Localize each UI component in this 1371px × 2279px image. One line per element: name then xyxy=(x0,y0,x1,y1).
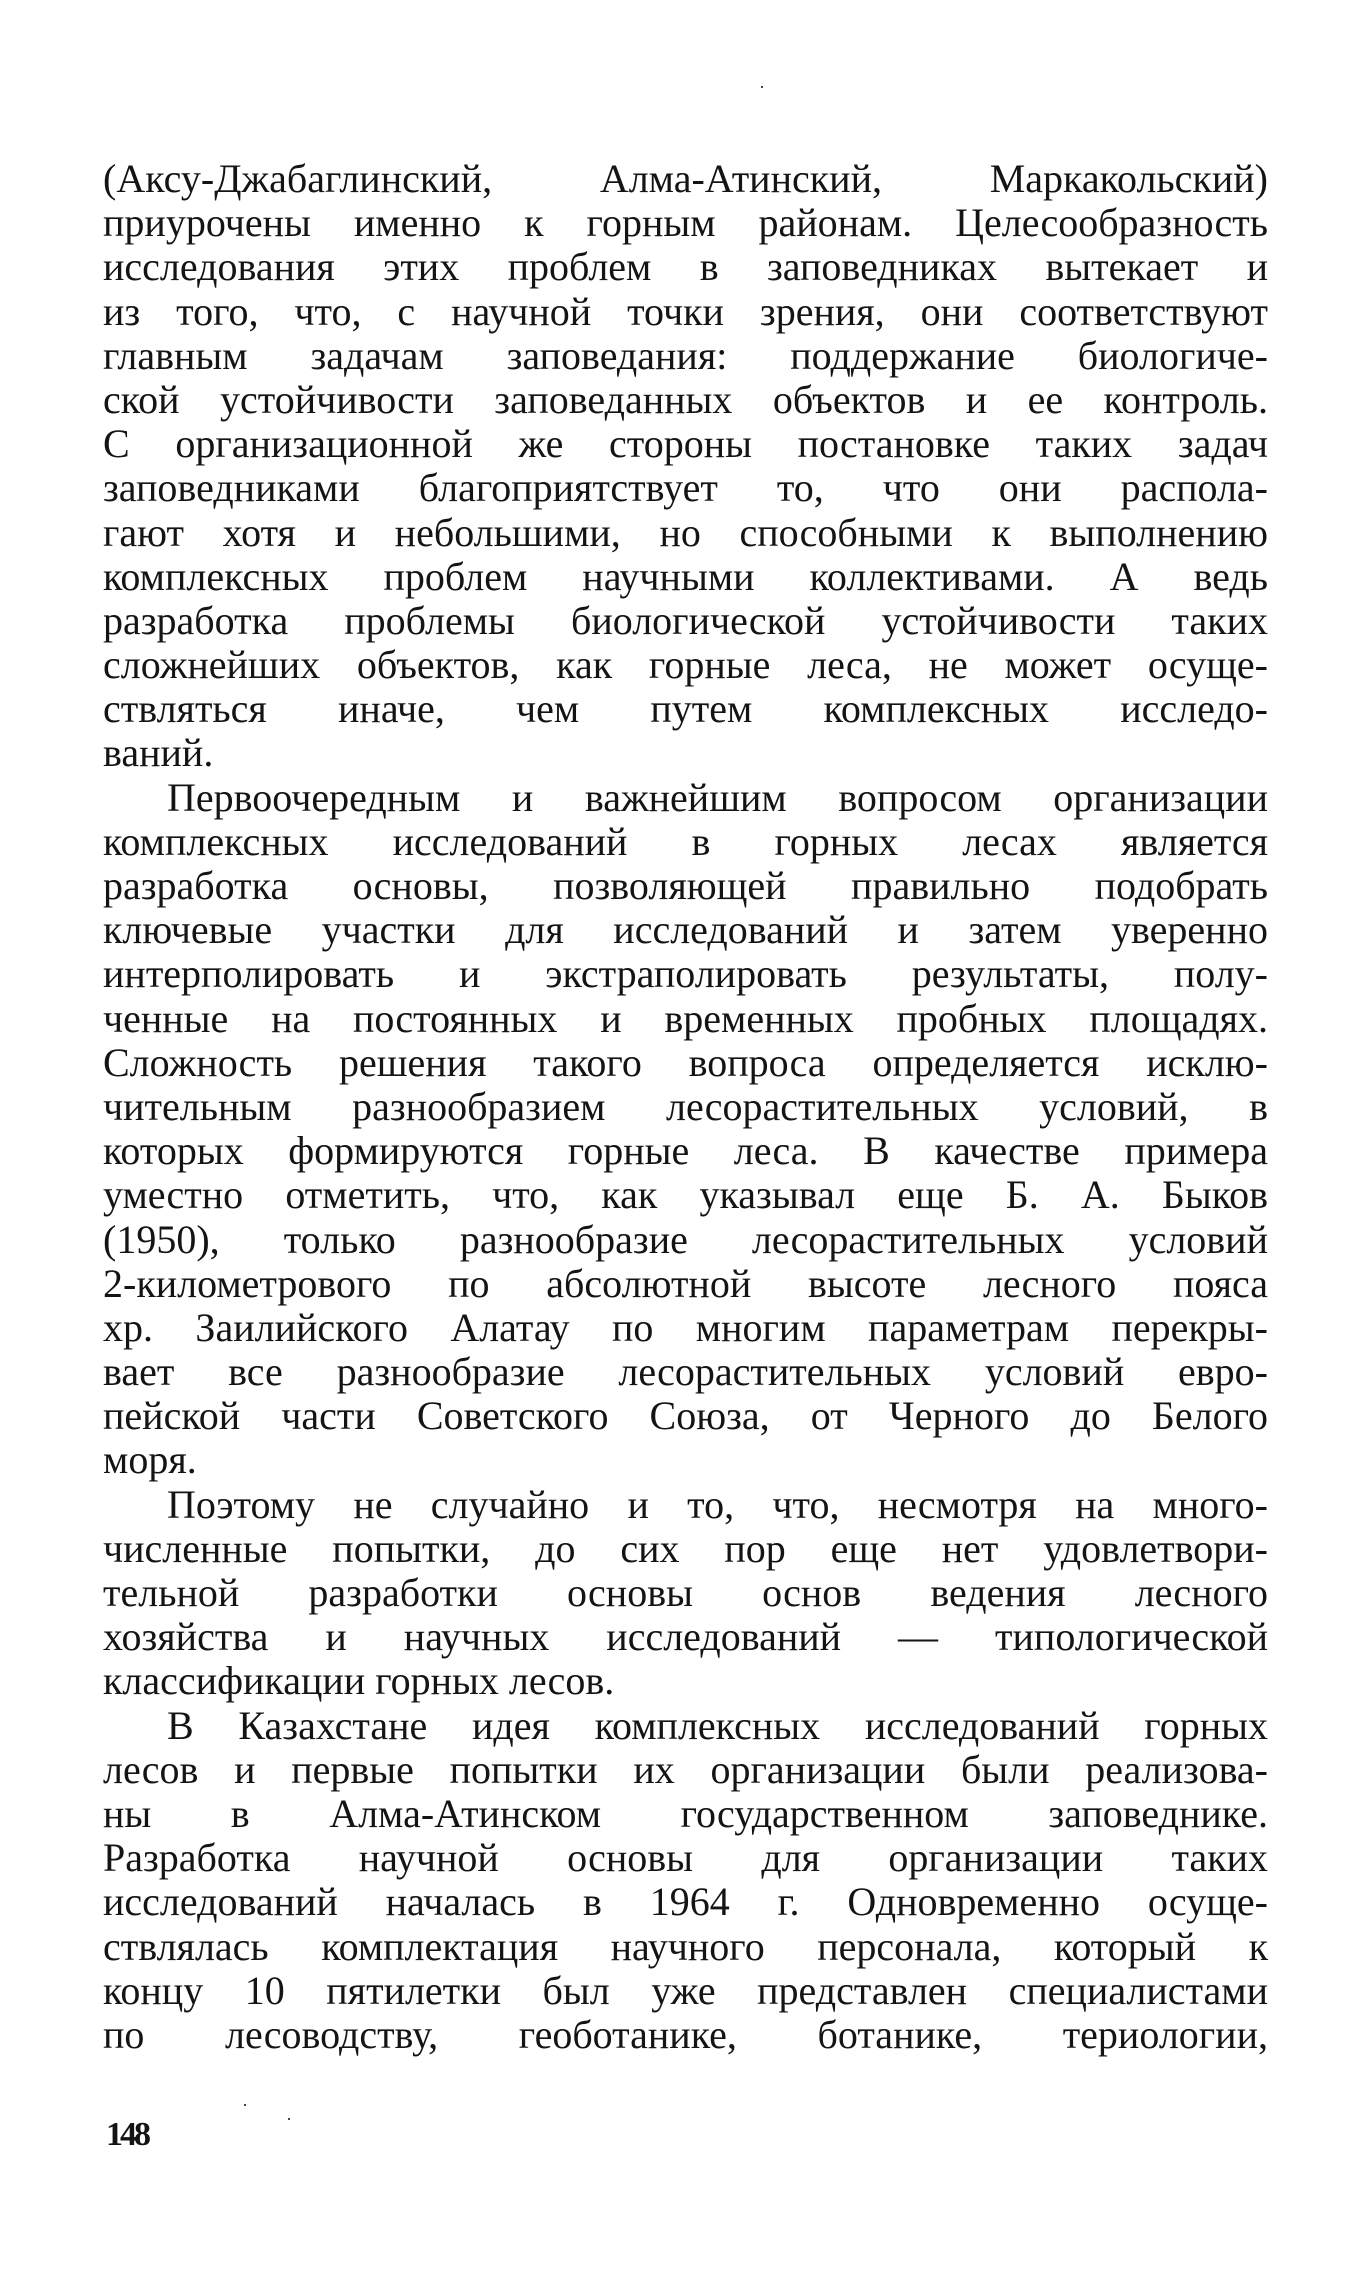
text-line: тельной разработки основы основ ведения лесного xyxy=(103,1570,1268,1615)
text-line: комплексных проблем научными коллективами. А ведь xyxy=(103,553,1268,599)
text-line: разработка основы, позволяющей правильно подобрать xyxy=(103,863,1268,908)
text-line: ской устойчивости заповеданных объектов и ее контроль. xyxy=(103,376,1268,422)
text-line: С организационной же стороны постановке таких задач xyxy=(103,421,1268,467)
paragraph xyxy=(103,1704,1268,2058)
text-line: ченные на постоянных и временных пробных площадях. xyxy=(103,995,1268,1041)
text-line: главным задачам заповедания: поддержание биологиче- xyxy=(103,332,1268,378)
text-line: (Аксу-Джабаглинский, Алма-Атинский, Маркакольский) xyxy=(103,156,1268,201)
text-line: 2-километрового по абсолютной высоте лесного пояса xyxy=(103,1260,1268,1306)
scan-speck xyxy=(288,2118,290,2120)
text-line: численные попытки, до сих пор еще нет удовлетвори- xyxy=(103,1525,1268,1571)
text-line: Поэтому не случайно и то, что, несмотря на много- xyxy=(167,1481,1268,1527)
text-line: моря. xyxy=(103,1437,197,1483)
text-line: ваний. xyxy=(103,730,214,776)
text-line: пейской части Советского Союза, от Черного до Белого xyxy=(103,1393,1268,1439)
text-line: ны в Алма-Атинском государственном заповеднике. xyxy=(103,1790,1268,1836)
text-line: ствляться иначе, чем путем комплексных исследо- xyxy=(103,686,1268,732)
text-line: лесов и первые попытки их организации были реализова- xyxy=(103,1746,1268,1792)
text-line: хр. Заилийского Алатау по многим параметрам перекры- xyxy=(103,1304,1268,1350)
text-line: по лесоводству, геоботанике, ботанике, териологии, xyxy=(103,2011,1268,2057)
text-line: вает все разнообразие лесорастительных условий евро- xyxy=(103,1349,1268,1395)
text-line: уместно отметить, что, как указывал еще Б. А. Быков xyxy=(103,1172,1268,1218)
paragraph xyxy=(103,157,1268,776)
text-line: из того, что, с научной точки зрения, они соответствуют xyxy=(103,288,1268,334)
text-line: заповедниками благоприятствует то, что они распола- xyxy=(103,465,1268,511)
text-line: В Казахстане идея комплексных исследований горных xyxy=(167,1702,1268,1748)
text-line: ствлялась комплектация научного персонала, который к xyxy=(103,1923,1268,1969)
text-line: интерполировать и экстраполировать результаты, полу- xyxy=(103,951,1268,997)
text-line: (1950), только разнообразие лесорастительных условий xyxy=(103,1216,1268,1262)
text-line: ключевые участки для исследований и затем уверенно xyxy=(103,907,1268,953)
page-number: 148 xyxy=(106,2116,148,2153)
text-line: исследования этих проблем в заповедниках вытекает и xyxy=(103,244,1268,290)
paragraph xyxy=(103,776,1268,1483)
text-line: приурочены именно к горным районам. Целесообразность xyxy=(103,200,1268,246)
text-line: разработка проблемы биологической устойчивости таких xyxy=(103,597,1268,643)
text-line: чительным разнообразием лесорастительных условий, в xyxy=(103,1083,1268,1129)
scan-speck xyxy=(244,2104,246,2106)
text-line: Первоочередным и важнейшим вопросом организации xyxy=(167,774,1268,820)
text-line: гают хотя и небольшими, но способными к выполнению xyxy=(103,509,1268,555)
text-line: комплексных исследований в горных лесах является xyxy=(103,818,1268,864)
text-line: хозяйства и научных исследований — типологической xyxy=(103,1614,1268,1660)
text-line: сложнейших объектов, как горные леса, не может осуще- xyxy=(103,642,1268,688)
text-line: исследований началась в 1964 г. Одновременно осуще- xyxy=(103,1879,1268,1925)
text-line: которых формируются горные леса. В качестве примера xyxy=(103,1128,1268,1174)
text-line: Разработка научной основы для организации таких xyxy=(103,1835,1268,1881)
scan-speck xyxy=(761,86,763,88)
text-line: концу 10 пятилетки был уже представлен специалистами xyxy=(103,1967,1268,2013)
text-line: классификации горных лесов. xyxy=(103,1658,615,1704)
text-line: Сложность решения такого вопроса определяется исклю- xyxy=(103,1039,1268,1085)
body-text xyxy=(103,157,1268,2057)
paragraph xyxy=(103,1483,1268,1704)
